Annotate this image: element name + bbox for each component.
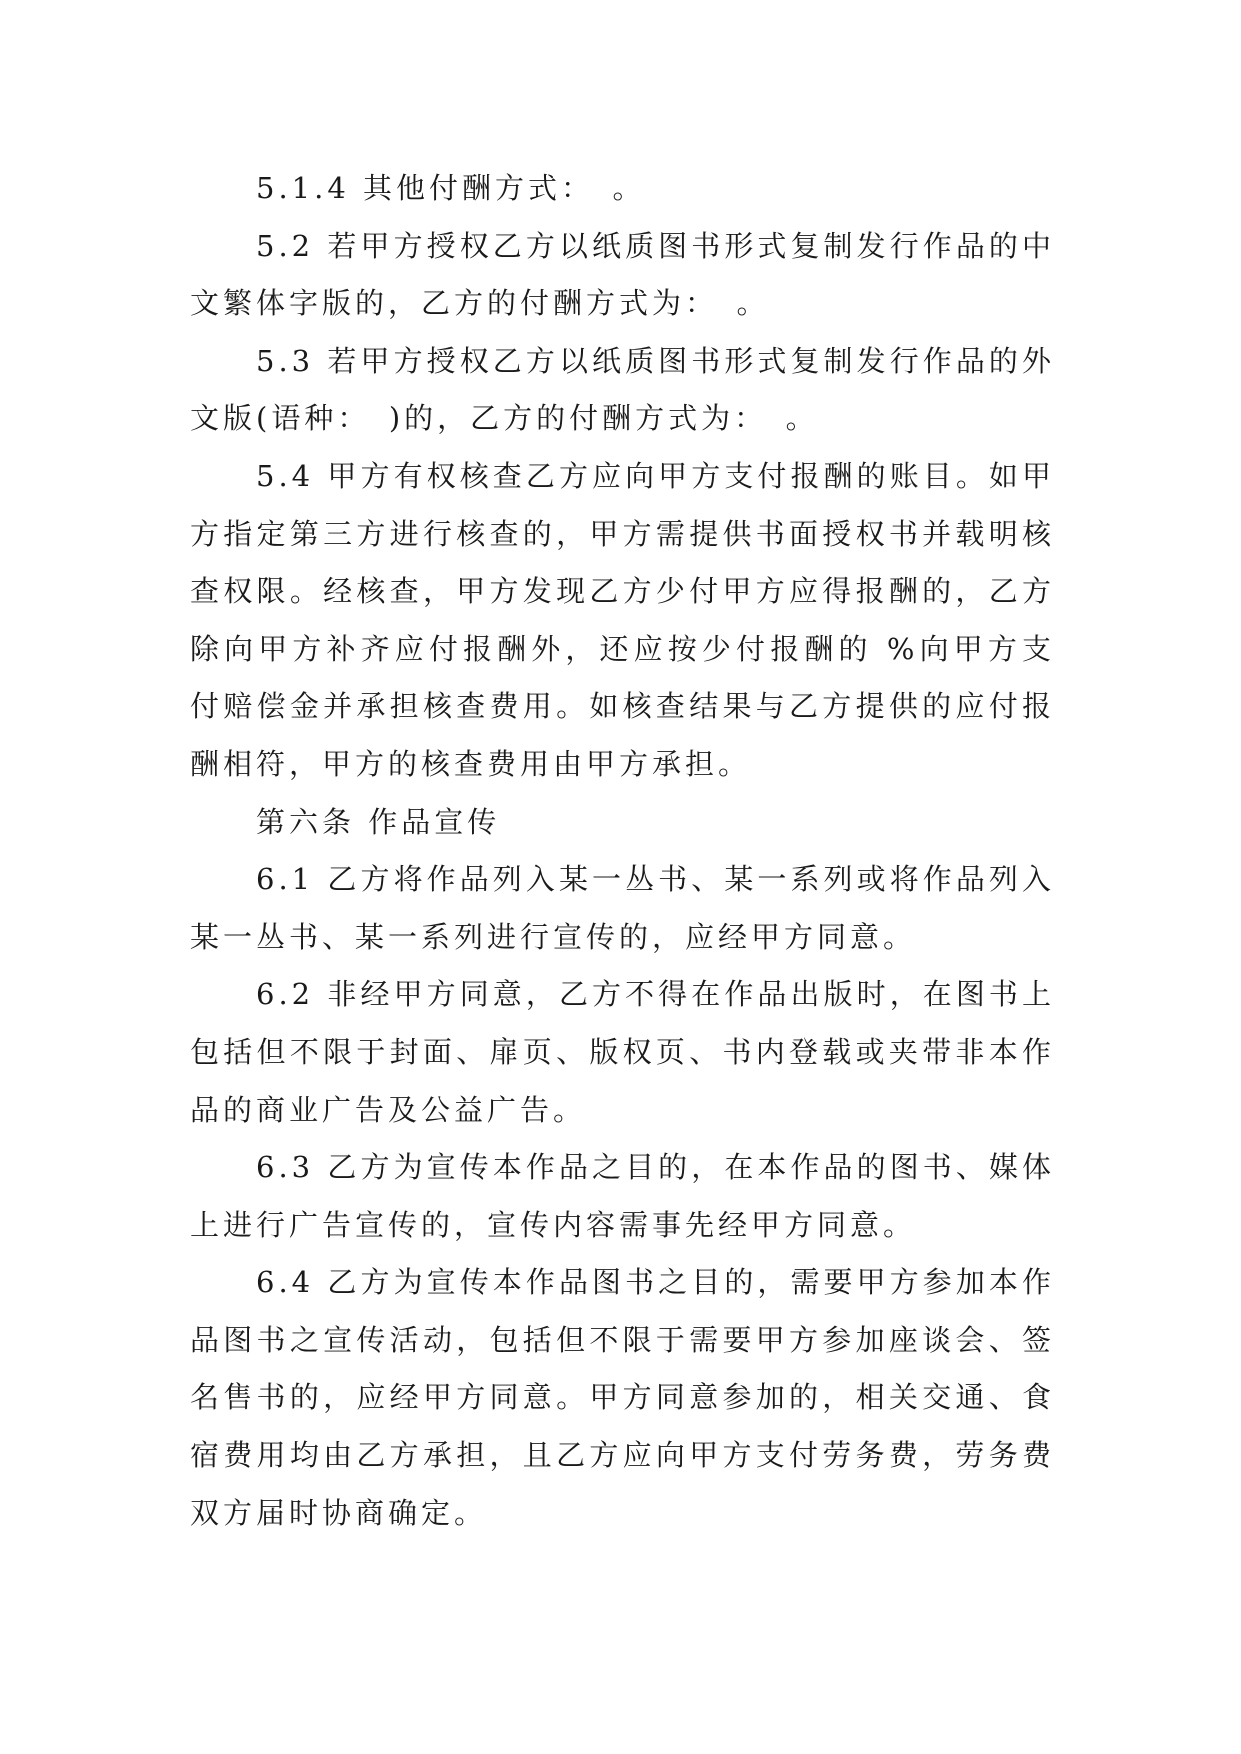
clause-5-4: 5.4 甲方有权核查乙方应向甲方支付报酬的账目。如甲方指定第三方进行核查的，甲方需提供书面授权书并载明核查权限。经核查，甲方发现乙方少付甲方应得报酬的，乙方除向甲方补齐应付报酬外，还应按少付报酬的 %向甲方支付赔偿金并承担核查费用。如核查结果与乙方提供的应付报酬相符，甲方的核查费用由甲方承担。	[190, 458, 1055, 781]
clause-6-3: 6.3 乙方为宣传本作品之目的，在本作品的图书、媒体上进行广告宣传的，宣传内容需事先经甲方同意。	[190, 1150, 1055, 1242]
clause-6-4: 6.4 乙方为宣传本作品图书之目的，需要甲方参加本作品图书之宣传活动，包括但不限于需要甲方参加座谈会、签名售书的，应经甲方同意。甲方同意参加的，相关交通、食宿费用均由乙方承担，且乙方应向甲方支付劳务费，劳务费双方届时协商确定。	[190, 1265, 1055, 1530]
clause-5-1-4: 5.1.4 其他付酬方式： 。	[256, 171, 646, 205]
clause-6-1: 6.1 乙方将作品列入某一丛书、某一系列或将作品列入某一丛书、某一系列进行宣传的，应经甲方同意。	[190, 862, 1055, 954]
clause-5-3: 5.3 若甲方授权乙方以纸质图书形式复制发行作品的外文版(语种： )的，乙方的付酬方式为： 。	[190, 343, 1055, 436]
article-6-heading: 第六条 作品宣传	[256, 804, 501, 839]
clause-5-2: 5.2 若甲方授权乙方以纸质图书形式复制发行作品的中文繁体字版的，乙方的付酬方式为： 。	[190, 228, 1055, 321]
clause-6-2: 6.2 非经甲方同意，乙方不得在作品出版时，在图书上包括但不限于封面、扉页、版权页、书内登载或夹带非本作品的商业广告及公益广告。	[190, 977, 1055, 1127]
document-body	[190, 160, 1055, 1542]
